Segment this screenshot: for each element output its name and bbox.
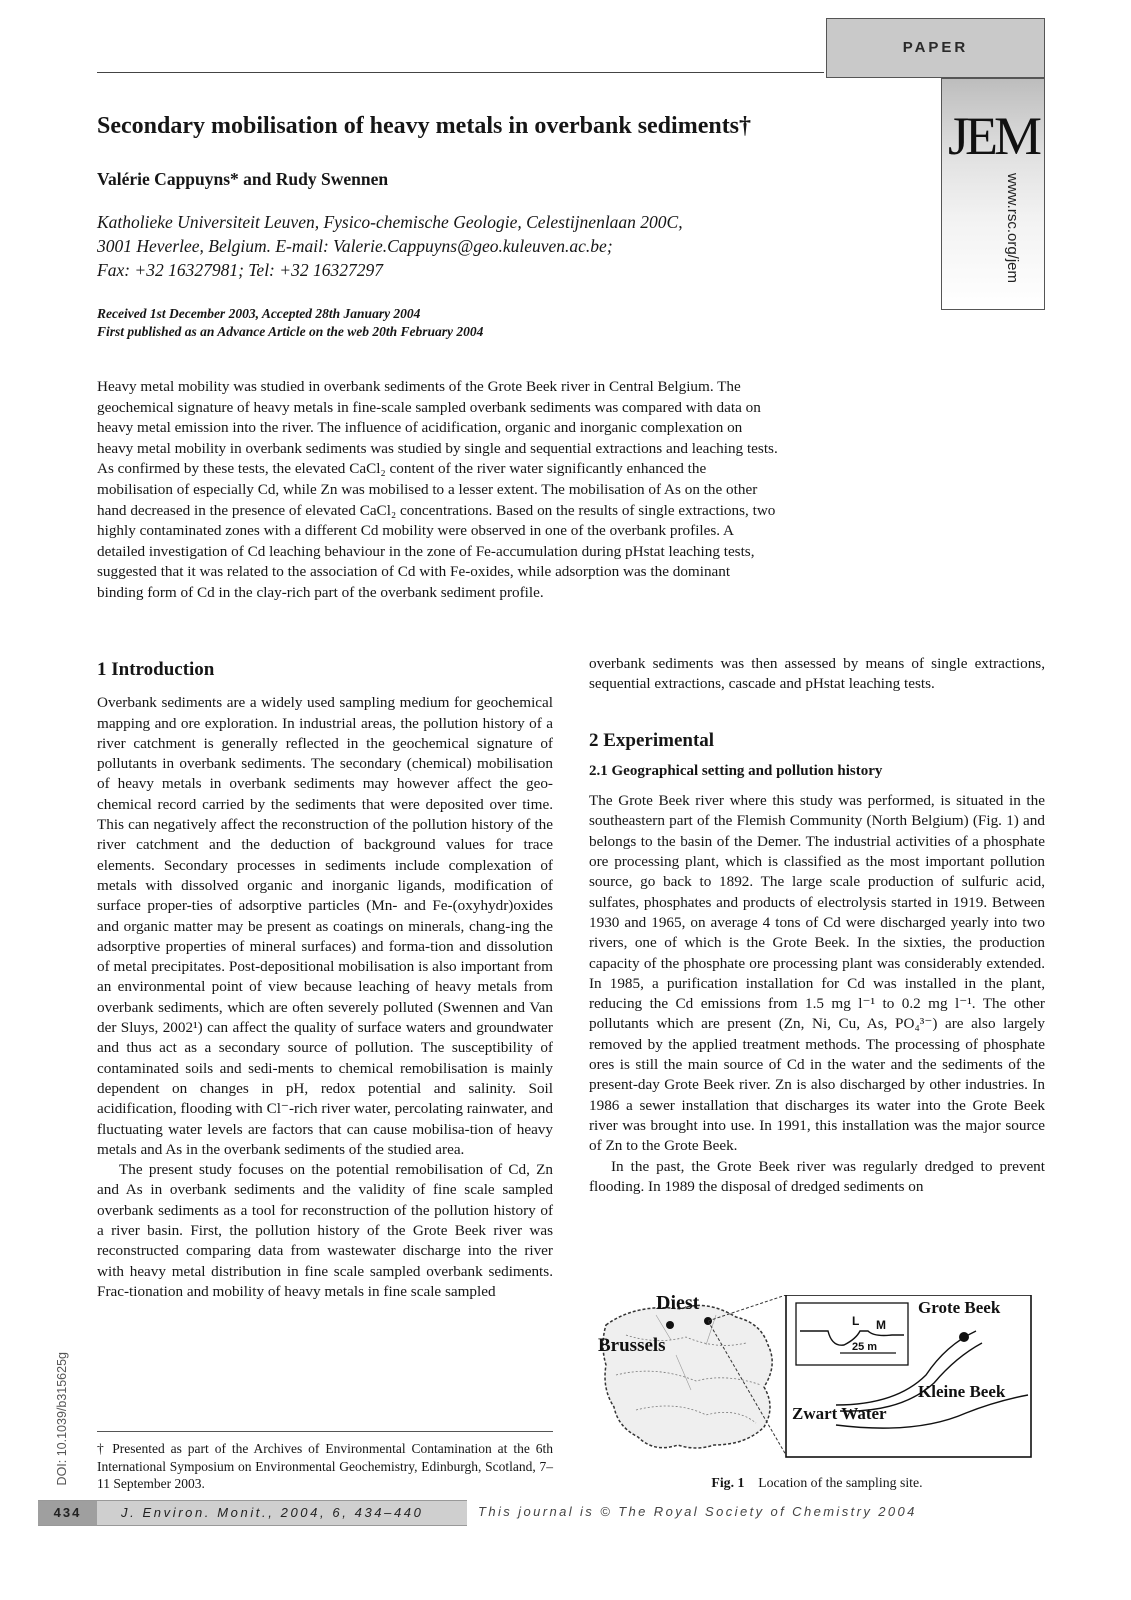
label-zwart-water: Zwart Water [792, 1404, 887, 1423]
abstract-line: geochemical signature of heavy metals in fine-scale sampled overbank sediments was compared with data on [97, 398, 761, 416]
affiliation [97, 210, 817, 282]
abstract [97, 377, 943, 604]
subsection-heading: 2.1 Geographical setting and pollution history [589, 762, 883, 779]
intro-paragraph: The present study focuses on the potential remobilisation of Cd, Zn and As in overbank sediments and the validity of fine scale sampled overbank sediments as a tool for reconstruction of the pollution history of a river basin. First, the pollution history of the Grote Beek river was reconstructed comparing data from wastewater discharge into the river with heavy metal distribution in fine scale sampled overbank sediments. Frac-tionation and mobility of heavy metals in fine scale sampled [97, 1161, 553, 1300]
callout-line-top [708, 1295, 786, 1321]
section-heading-introduction: 1 Introduction [97, 659, 215, 680]
abstract-line: heavy metal mobility in overbank sediments was studied by single and sequential extractions and leaching tests. [97, 439, 778, 457]
abstract-line: binding form of Cd in the clay-rich part of the overbank sediment profile. [97, 583, 544, 601]
label-l: L [852, 1314, 860, 1328]
journal-url[interactable]: www.rsc.org/jem [1004, 173, 1021, 284]
label-diest: Diest [656, 1295, 700, 1314]
right-column [589, 655, 1045, 1197]
figure-caption-label: Fig. 1 [711, 1475, 745, 1490]
copyright-notice: This journal is © The Royal Society of Chemistry 2004 [478, 1504, 917, 1519]
abstract-line: mobilisation of especially Cd, while Zn was mobilised to a lesser extent. The mobilisation of As on the other [97, 480, 758, 498]
location-map [596, 1295, 1041, 1460]
article-authors: Valérie Cappuyns* and Rudy Swennen [97, 169, 389, 189]
scale-label: 25 m [852, 1341, 878, 1353]
abstract-line: hand decreased in the presence of elevated CaCl₂ concentrations. Based on the results of single extractions, two [97, 501, 776, 519]
figure-caption [589, 1475, 1045, 1491]
affiliation-line: 3001 Heverlee, Belgium. E-mail: Valerie.Cappuyns@geo.kuleuven.ac.be; [97, 236, 613, 256]
abstract-line: highly contaminated zones with a different Cd mobility were observed in one of the overbank profiles. A [97, 522, 735, 540]
article-dates [97, 305, 483, 341]
footnote-rule [97, 1431, 553, 1432]
figure-1 [596, 1295, 1041, 1460]
received-date: Received 1st December 2003, Accepted 28th January 2004 [97, 306, 421, 321]
page-number: 434 [38, 1501, 97, 1525]
footnote: † Presented as part of the Archives of Environmental Contamination at the 6th International Symposium on Environmental Geochemistry, Edinburgh, Scotland, 7–11 September 2003. [97, 1441, 553, 1491]
label-grote-beek: Grote Beek [918, 1298, 1001, 1317]
abstract-line: Heavy metal mobility was studied in overbank sediments of the Grote Beek river in Central Belgium. The [97, 378, 741, 395]
page-footer-bar [38, 1500, 467, 1526]
left-column [97, 660, 553, 1302]
header-rule [97, 72, 824, 73]
abstract-line: heavy metal emission into the river. The influence of acidification, organic and inorganic complexation on [97, 419, 743, 437]
abstract-line: suggested that it was related to the association of Cd with Fe-oxides, while adsorption was the dominant [97, 563, 731, 581]
section-heading-experimental: 2 Experimental [589, 729, 715, 751]
abstract-line: As confirmed by these tests, the elevated CaCl₂ content of the river water significantly enhanced the [97, 460, 707, 478]
diest-marker [666, 1321, 674, 1329]
label-kleine-beek: Kleine Beek [918, 1382, 1006, 1401]
body-paragraph: The Grote Beek river where this study was performed, is situated in the southeastern part of the Flemish Community (North Belgium) (Fig. 1) and belongs to the basin of the Demer. The industrial activities of a phosphate ore processing plant, which is classified as the most important pollution source, go back to 1892. The large scale production of sulfuric acid, sulfates, phosphates and products of electrolysis started in 1919. Between 1930 and 1965, on average 4 tons of Cd were discharged yearly into two rivers, one of which is the Grote Beek. In the sixties, the production capacity of the phosphate ore processing plant was considerably extended. In 1985, a purification installation for Cd was installed in the plant, reducing the Cd emissions from 1.5 mg l⁻¹ to 0.2 mg l⁻¹. The other pollutants which are present (Zn, Ni, Cu, As, PO₄³⁻) are also largely removed by the applied treatment methods. The processing of phosphate ores is still the main source of Cd in the water and the sediments of the present-day Grote Beek river. Zn is also discharged by other industries. In 1986 a sewer installation that discharges its water into the Grote Beek river was brought into use. In 1991, this installation was the major source of Zn to the Grote Beek. [589, 792, 1045, 1155]
article-title: Secondary mobilisation of heavy metals in overbank sediments† [97, 113, 752, 139]
doi-label[interactable]: DOI: 10.1039/b315625g [55, 1352, 69, 1486]
figure-caption-text: Location of the sampling site. [758, 1475, 923, 1490]
abstract-line: detailed investigation of Cd leaching behaviour in the zone of Fe-accumulation during pHstat leaching tests, [97, 542, 755, 560]
journal-logo: JEM [948, 106, 1039, 166]
affiliation-line: Fax: +32 16327981; Tel: +32 16327297 [97, 260, 383, 280]
intro-continuation: overbank sediments was then assessed by means of single extractions, sequential extractions, cascade and pHstat leaching tests. [589, 655, 1045, 693]
paper-type-tab: PAPER [826, 18, 1045, 78]
published-date: First published as an Advance Article on the web 20th February 2004 [97, 324, 484, 339]
sampling-site-marker [959, 1332, 969, 1342]
belgium-outline [603, 1305, 772, 1448]
label-m: M [876, 1318, 886, 1332]
label-brussels: Brussels [598, 1335, 666, 1356]
journal-reference: J. Environ. Monit., 2004, 6, 434–440 [121, 1505, 424, 1520]
journal-logo-box [941, 78, 1045, 310]
body-paragraph: In the past, the Grote Beek river was regularly dredged to prevent flooding. In 1989 the disposal of dredged sediments on [589, 1157, 1045, 1195]
intro-paragraph: Overbank sediments are a widely used sampling medium for geochemical mapping and ore exploration. In industrial areas, the pollution history of a river catchment is generally reflected in the geochemical signature of pollutants in overbank sediments. The secondary (chemical) mobilisation of heavy metals in overbank sediments may however affect the geo-chemical record carried by the sediments that were deposited over time. This can negatively affect the reconstruction of the pollution history of the river catchment and the deduction of background values for trace elements. Secondary processes in sediments include complexation of metals with dissolved organic and inorganic ligands, modification of surface proper-ties of adsorptive particles (Mn- and Fe-(oxyhydr)oxides and organic matter may be present as coatings on minerals, chang-ing the adsorptive properties of mineral surfaces) and forma-tion and dissolution of metal precipitates. Post-depositional mobilisation is also important from an environmental point of view because leaching of heavy metals from overbank sediments, which are often severely polluted (Swennen and Van der Sluys, 2002¹) can affect the quality of surface waters and groundwater and thus act as a secondary source of pollution. The susceptibility of contaminated soils and sedi-ments to chemical remobilisation is mainly dependent on changes in pH, redox potential and salinity. Soil acidification, flooding with Cl⁻-rich river water, percolating rainwater, and fluctuating water levels are factors that can cause mobilisa-tion of heavy metals and As in the overbank sediments of the studied area. [97, 694, 553, 1158]
affiliation-line: Katholieke Universiteit Leuven, Fysico-chemische Geologie, Celestijnenlaan 200C, [97, 212, 683, 232]
